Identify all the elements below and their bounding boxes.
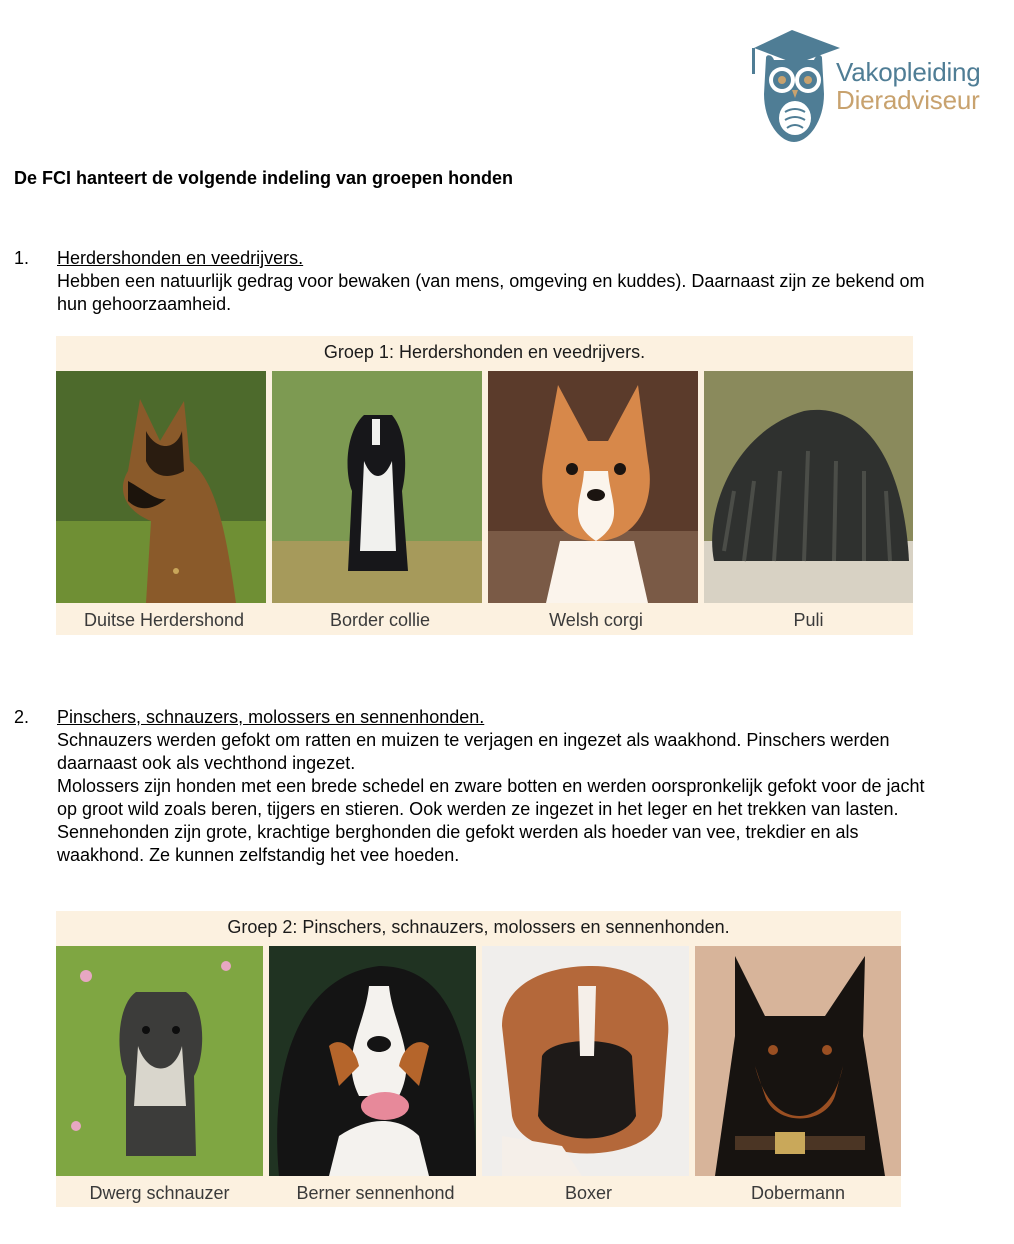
caption-breed: Puli <box>793 610 824 630</box>
section-2-paragraph: Schnauzers werden gefokt om ratten en muizen te verjagen en ingezet als waakhond. Pinschers werden daarnaast ook als vechthond ingezet. <box>57 730 890 773</box>
section-2 <box>57 706 937 867</box>
photo-border-collie <box>272 371 482 603</box>
owl-graduate-icon <box>744 24 844 148</box>
group-2-panel <box>56 911 901 1207</box>
section-2-paragraph: Sennehonden zijn grote, krachtige berghonden die gefokt werden als hoeder van vee, trekdier en als waakhond. Ze kunnen zelfstandig het vee hoeden. <box>57 822 859 865</box>
logo-line2: Dieradviseur <box>836 85 980 115</box>
caption-breed: Duitse Herdershond <box>83 610 245 630</box>
caption-breed: Welsh corgi <box>549 610 643 630</box>
group-2-panel-title: Groep 2: Pinschers, schnauzers, molossers en sennenhonden. <box>227 917 730 937</box>
section-1-paragraph: Hebben een natuurlijk gedrag voor bewaken (van mens, omgeving en kuddes). Daarnaast zijn ze bekend om hun gehoorzaamheid. <box>57 271 925 314</box>
photo-duitse-herdershond <box>56 371 266 603</box>
group-1-panel <box>56 336 913 635</box>
section-2-title: Pinschers, schnauzers, molossers en sennenhonden. <box>57 707 485 727</box>
caption-breed: Boxer <box>564 1183 613 1203</box>
section-2-number: 2. <box>14 707 30 727</box>
caption-breed: Berner sennenhond <box>296 1183 455 1203</box>
section-1 <box>57 247 937 316</box>
photo-dobermann <box>695 946 901 1176</box>
photo-berner-sennenhond <box>269 946 476 1176</box>
page-heading: De FCI hanteert de volgende indeling van groepen honden <box>14 168 514 188</box>
photo-dwerg-schnauzer <box>56 946 263 1176</box>
group-1-panel-title: Groep 1: Herdershonden en veedrijvers. <box>323 342 646 362</box>
section-2-paragraph: Molossers zijn honden met een brede schedel en zware botten en werden oorspronkelijk gefokt voor de jacht op groot wild zoals beren, tijgers en stieren. Ook werden ze ingezet in het leger en het trekken van lasten. <box>57 776 925 819</box>
photo-boxer <box>482 946 689 1176</box>
caption-breed: Dwerg schnauzer <box>89 1183 230 1203</box>
caption-breed: Border collie <box>329 610 431 630</box>
caption-breed: Dobermann <box>750 1183 846 1203</box>
logo-line1: Vakopleiding <box>836 57 981 87</box>
section-1-title: Herdershonden en veedrijvers. <box>57 248 304 268</box>
photo-puli <box>704 371 913 603</box>
photo-welsh-corgi <box>488 371 698 603</box>
logo <box>744 24 1006 148</box>
section-1-number: 1. <box>14 248 30 268</box>
